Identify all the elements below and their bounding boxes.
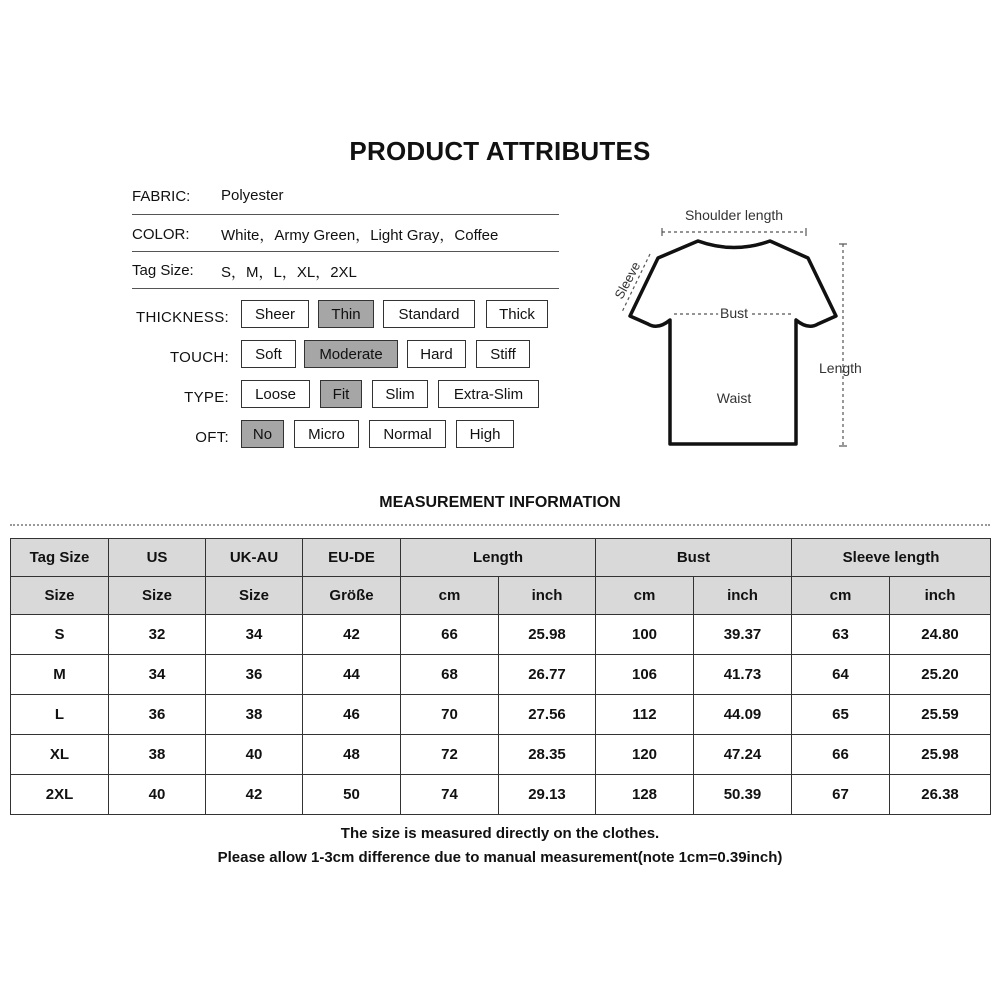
table-header-cell: Size bbox=[11, 577, 109, 615]
table-cell: 38 bbox=[206, 695, 303, 735]
table-cell: 66 bbox=[401, 615, 499, 655]
table-cell: 63 bbox=[792, 615, 890, 655]
table-cell: 112 bbox=[596, 695, 694, 735]
table-header-cell: EU-DE bbox=[303, 539, 401, 577]
table-cell: 50.39 bbox=[694, 775, 792, 815]
tshirt-diagram bbox=[600, 200, 880, 460]
thickness-option-standard[interactable]: Standard bbox=[383, 300, 475, 328]
sleeve-label: Sleeve bbox=[611, 259, 644, 302]
touch-option-stiff[interactable]: Stiff bbox=[476, 340, 530, 368]
table-cell: 26.38 bbox=[890, 775, 991, 815]
table-cell: 128 bbox=[596, 775, 694, 815]
table-header-cell: Größe bbox=[303, 577, 401, 615]
table-cell: 48 bbox=[303, 735, 401, 775]
table-cell: 66 bbox=[792, 735, 890, 775]
table-header-cell: Length bbox=[401, 539, 596, 577]
table-cell: 28.35 bbox=[499, 735, 596, 775]
table-header-cell: inch bbox=[499, 577, 596, 615]
table-row bbox=[11, 735, 991, 775]
measurement-title: MEASUREMENT INFORMATION bbox=[379, 494, 621, 511]
fabric-value: Polyester bbox=[221, 187, 284, 204]
thickness-option-thin[interactable]: Thin bbox=[318, 300, 374, 328]
shoulder-label: Shoulder length bbox=[684, 207, 784, 223]
waist-label: Waist bbox=[716, 390, 752, 406]
table-cell: 50 bbox=[303, 775, 401, 815]
oft-option-high[interactable]: High bbox=[456, 420, 514, 448]
table-cell: 36 bbox=[109, 695, 206, 735]
table-cell: 70 bbox=[401, 695, 499, 735]
table-cell: 44.09 bbox=[694, 695, 792, 735]
table-subheader-row bbox=[11, 577, 991, 615]
size-table bbox=[10, 538, 991, 815]
table-cell: 64 bbox=[792, 655, 890, 695]
color-value: White，Army Green，Light Gray，Coffee bbox=[221, 227, 499, 244]
tshirt-outline bbox=[630, 241, 836, 444]
table-cell: 72 bbox=[401, 735, 499, 775]
table-cell: 29.13 bbox=[499, 775, 596, 815]
bust-label: Bust bbox=[719, 305, 749, 321]
type-option-extra-slim[interactable]: Extra-Slim bbox=[438, 380, 539, 408]
touch-option-soft[interactable]: Soft bbox=[241, 340, 296, 368]
table-cell: 34 bbox=[206, 615, 303, 655]
table-cell: 32 bbox=[109, 615, 206, 655]
type-option-slim[interactable]: Slim bbox=[372, 380, 428, 408]
table-cell: 100 bbox=[596, 615, 694, 655]
table-header-cell: cm bbox=[401, 577, 499, 615]
thickness-label: THICKNESS: bbox=[135, 309, 229, 326]
tag-size-label: Tag Size: bbox=[132, 262, 194, 279]
touch-option-moderate[interactable]: Moderate bbox=[304, 340, 398, 368]
table-cell: 40 bbox=[109, 775, 206, 815]
divider bbox=[132, 288, 559, 289]
thickness-option-sheer[interactable]: Sheer bbox=[241, 300, 309, 328]
table-row bbox=[11, 695, 991, 735]
dotted-divider bbox=[10, 524, 990, 526]
note-line-2: Please allow 1-3cm difference due to manual measurement(note 1cm=0.39inch) bbox=[217, 849, 783, 866]
oft-label: OFT: bbox=[195, 429, 229, 446]
table-cell: 39.37 bbox=[694, 615, 792, 655]
table-cell: 38 bbox=[109, 735, 206, 775]
table-cell: 44 bbox=[303, 655, 401, 695]
oft-option-no[interactable]: No bbox=[241, 420, 284, 448]
oft-option-micro[interactable]: Micro bbox=[294, 420, 359, 448]
table-header-cell: Size bbox=[206, 577, 303, 615]
table-cell: 47.24 bbox=[694, 735, 792, 775]
table-cell: 65 bbox=[792, 695, 890, 735]
table-header-cell: cm bbox=[792, 577, 890, 615]
table-cell: S bbox=[11, 615, 109, 655]
table-cell: 68 bbox=[401, 655, 499, 695]
oft-option-normal[interactable]: Normal bbox=[369, 420, 446, 448]
table-cell: 46 bbox=[303, 695, 401, 735]
divider bbox=[132, 251, 559, 252]
table-cell: 25.59 bbox=[890, 695, 991, 735]
table-cell: 25.98 bbox=[890, 735, 991, 775]
table-row bbox=[11, 615, 991, 655]
type-option-loose[interactable]: Loose bbox=[241, 380, 310, 408]
table-header-cell: UK-AU bbox=[206, 539, 303, 577]
type-option-fit[interactable]: Fit bbox=[320, 380, 362, 408]
touch-label: TOUCH: bbox=[169, 349, 229, 366]
table-cell: L bbox=[11, 695, 109, 735]
type-label: TYPE: bbox=[184, 389, 229, 406]
table-header-cell: inch bbox=[890, 577, 991, 615]
color-label: COLOR: bbox=[132, 226, 190, 243]
table-cell: 41.73 bbox=[694, 655, 792, 695]
table-header-cell: Size bbox=[109, 577, 206, 615]
table-cell: 2XL bbox=[11, 775, 109, 815]
table-cell: 40 bbox=[206, 735, 303, 775]
table-cell: XL bbox=[11, 735, 109, 775]
table-header-row bbox=[11, 539, 991, 577]
table-cell: 26.77 bbox=[499, 655, 596, 695]
table-row bbox=[11, 655, 991, 695]
table-header-cell: Bust bbox=[596, 539, 792, 577]
divider bbox=[132, 214, 559, 215]
table-header-cell: US bbox=[109, 539, 206, 577]
length-label: Length bbox=[819, 360, 862, 376]
page-title: PRODUCT ATTRIBUTES bbox=[349, 136, 651, 166]
table-cell: 67 bbox=[792, 775, 890, 815]
table-cell: M bbox=[11, 655, 109, 695]
table-cell: 25.98 bbox=[499, 615, 596, 655]
table-header-cell: Sleeve length bbox=[792, 539, 991, 577]
note-line-1: The size is measured directly on the clothes. bbox=[340, 825, 660, 842]
table-cell: 42 bbox=[303, 615, 401, 655]
table-cell: 120 bbox=[596, 735, 694, 775]
table-cell: 42 bbox=[206, 775, 303, 815]
touch-option-hard[interactable]: Hard bbox=[407, 340, 466, 368]
table-cell: 34 bbox=[109, 655, 206, 695]
table-row bbox=[11, 775, 991, 815]
table-cell: 25.20 bbox=[890, 655, 991, 695]
table-cell: 36 bbox=[206, 655, 303, 695]
table-header-cell: cm bbox=[596, 577, 694, 615]
fabric-label: FABRIC: bbox=[132, 188, 191, 205]
table-header-cell: Tag Size bbox=[11, 539, 109, 577]
table-cell: 24.80 bbox=[890, 615, 991, 655]
table-cell: 27.56 bbox=[499, 695, 596, 735]
table-cell: 106 bbox=[596, 655, 694, 695]
thickness-option-thick[interactable]: Thick bbox=[486, 300, 548, 328]
table-cell: 74 bbox=[401, 775, 499, 815]
tag-size-value: S，M，L，XL，2XL bbox=[221, 264, 357, 281]
table-header-cell: inch bbox=[694, 577, 792, 615]
